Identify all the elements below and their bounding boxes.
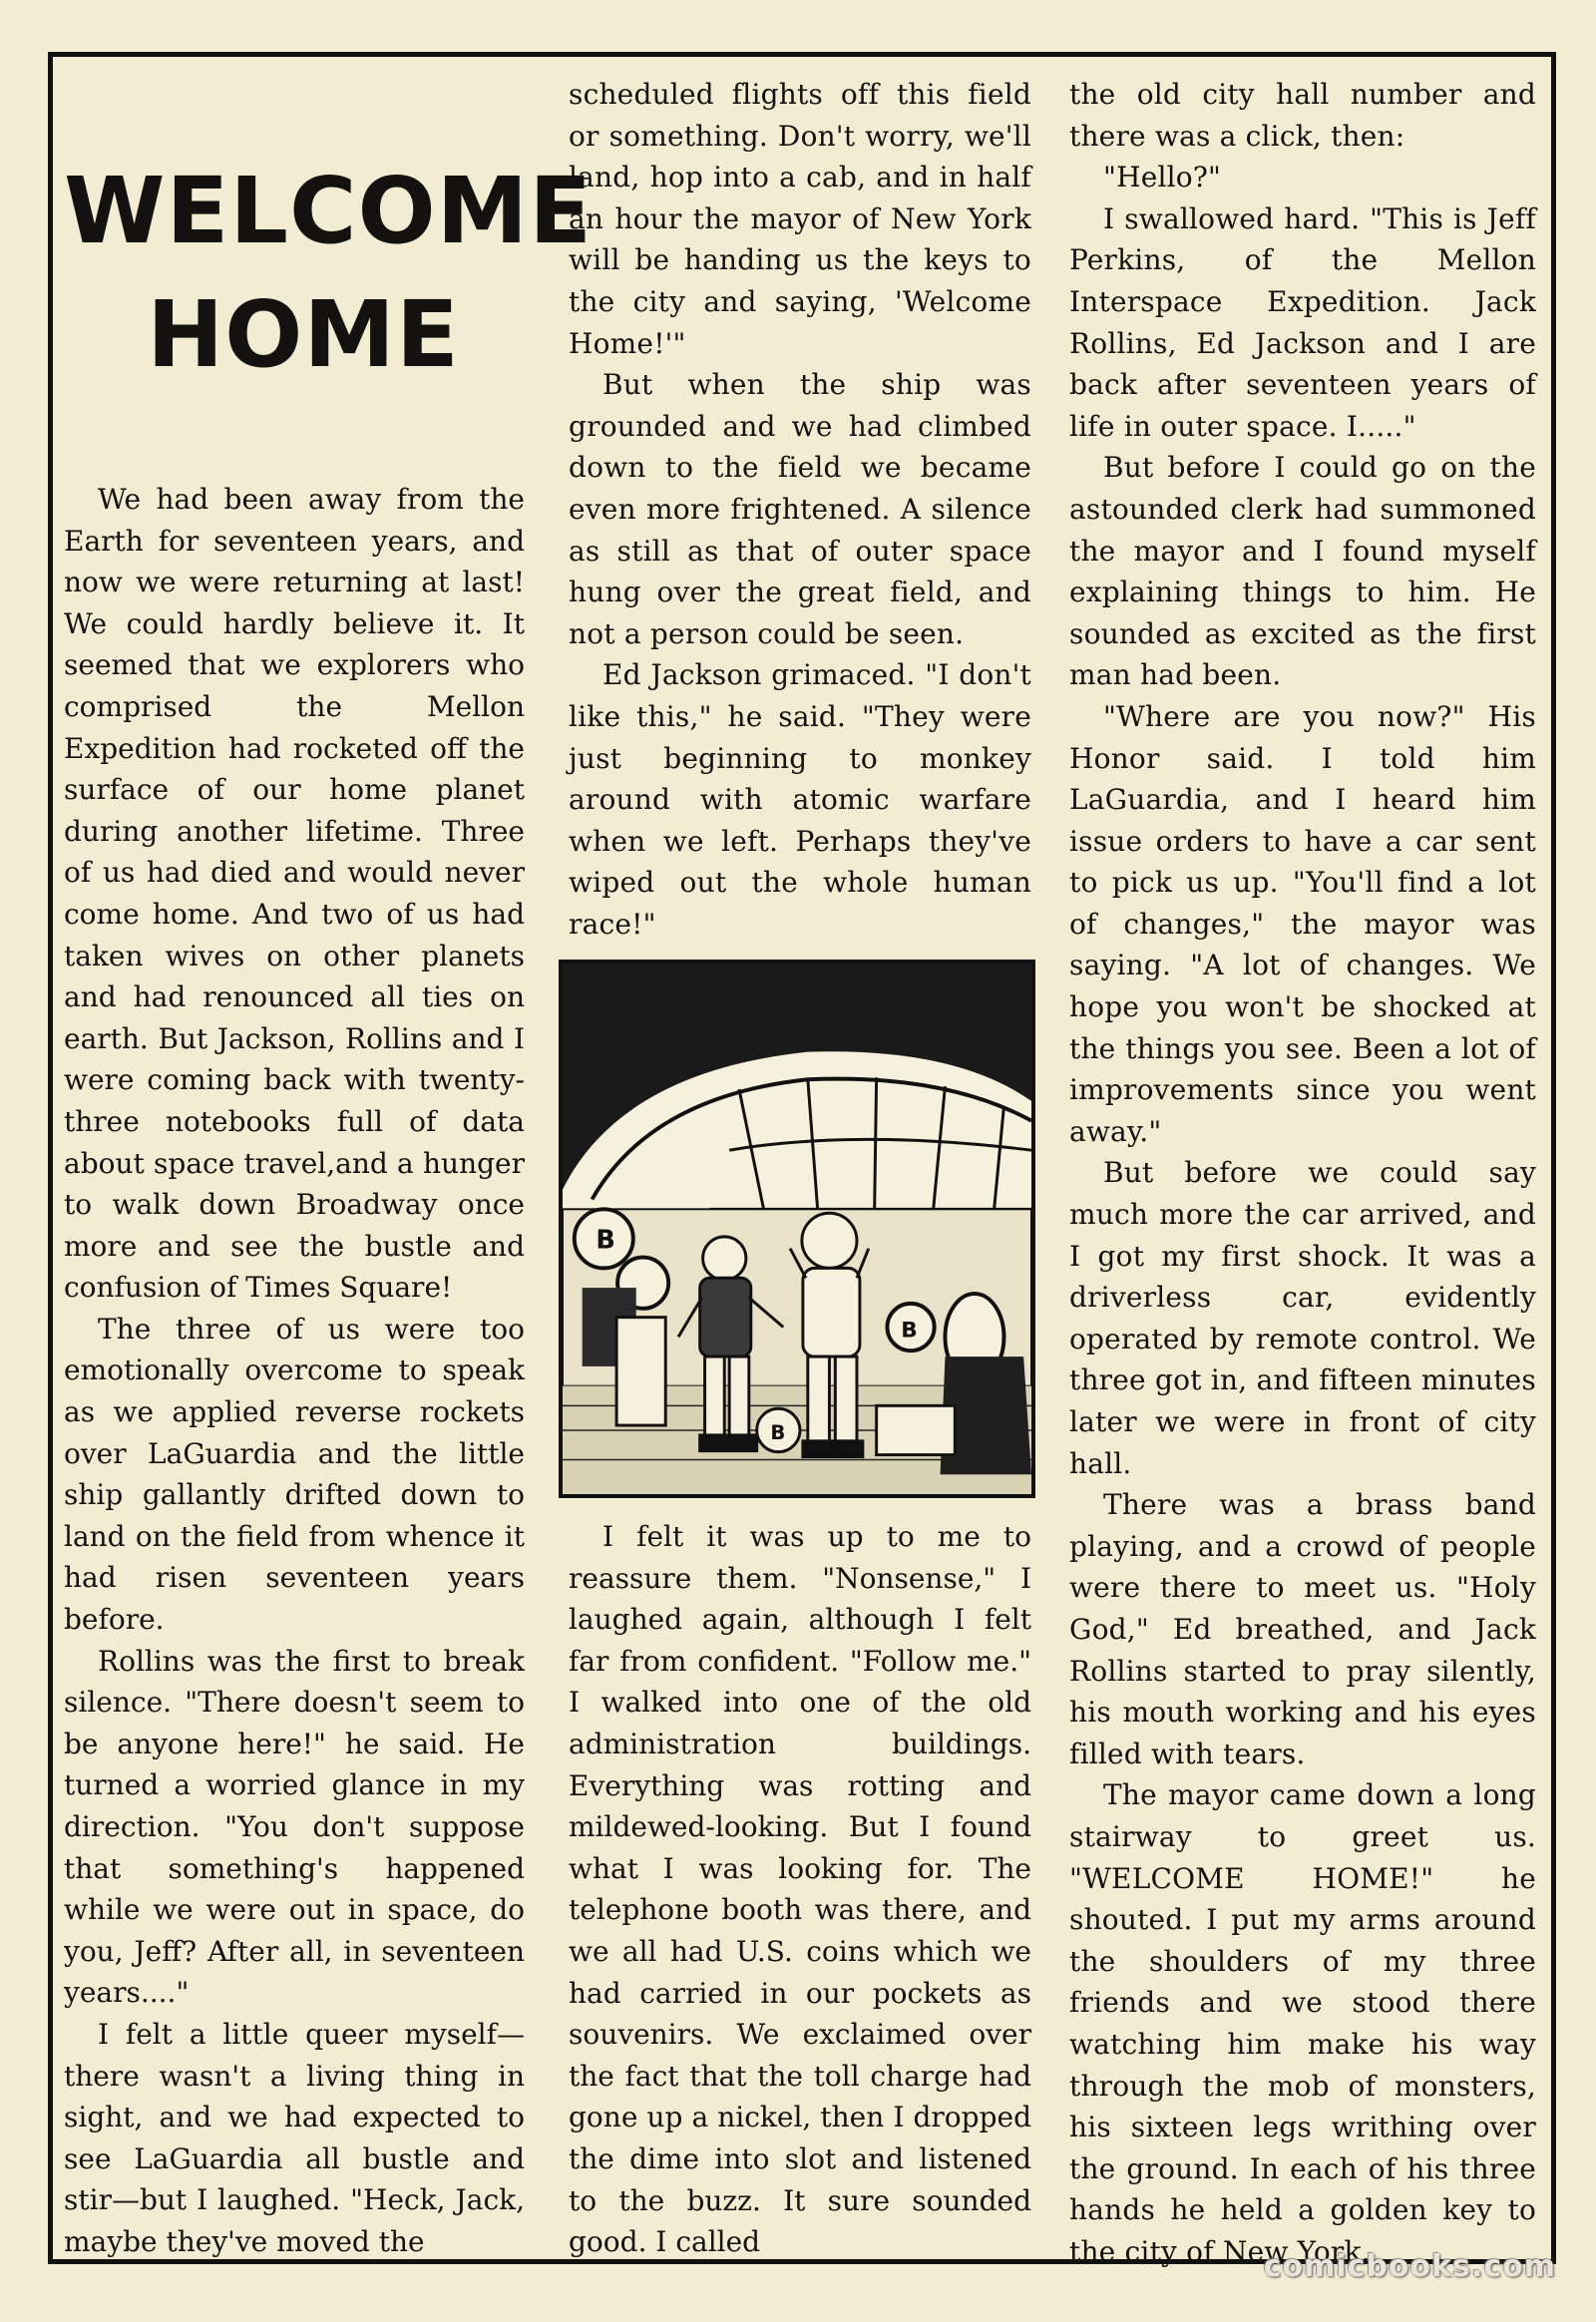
paragraph: I felt it was up to me to reassure them. "Nonsense," I laughed again, although I felt far from confident. "Follow me." I walked into one of the old administration buildings. Everything was rotting and mildewed-looking. But I found what I was looking for. The telephone booth was there, and we all had U.S. coins which we had carried in our pockets as souvenirs. We exclaimed over the fact that the toll charge had gone up a nickel, then I dropped the dime into slot and listened to the buzz. It sure sounded good. I called xyxy=(569,1520,1031,2259)
svg-text:B: B xyxy=(770,1420,786,1444)
paragraph: "Where are you now?" His Honor said. I told him LaGuardia, and I heard him issue orders to have a car sent to pick us up. "You'll find a lot of changes," the mayor was saying. "A lot of changes. We hope you won't be shocked at the things you see. Been a lot of improvements since you went away." xyxy=(1069,699,1536,1148)
paragraph: But before I could go on the astounded clerk had summoned the mayor and I found myself explaining things to him. He sounded as excited as the first man had been. xyxy=(1069,451,1536,692)
site-watermark: comicbooks.com xyxy=(1263,2249,1556,2284)
svg-text:B: B xyxy=(901,1318,918,1344)
column-2-bottom xyxy=(569,1516,1031,2263)
column-2-top xyxy=(569,74,1031,945)
paragraph: "Hello?" xyxy=(1103,161,1222,194)
paragraph: We had been away from the Earth for seventeen years, and now we were returning at last! We could hardly believe it. It seemed that we explorers who comprised the Mellon Expedition had rocketed off the surface of our home planet during another lifetime. Three of us had died and would never come home. And two of us had taken wives on other planets and had renounced all ties on earth. But Jackson, Rollins and I were coming back with twenty-three notebooks full of data about space travel,and a hunger to walk down Broadway once more and see the bustle and confusion of Times Square! xyxy=(64,483,525,1305)
paragraph: the old city hall number and there was a click, then: xyxy=(1069,78,1536,153)
paragraph: I felt a little queer myself—there wasn't a living thing in sight, and we had expected to see LaGuardia all bustle and stir—but I laughed. "Heck, Jack, maybe they've moved the xyxy=(64,2017,525,2258)
column-1 xyxy=(64,479,525,2263)
paragraph: But when the ship was grounded and we had climbed down to the field we became even more frightened. A silence as still as that of outer space hung over the great field, and not a person could be seen. xyxy=(569,368,1031,650)
paragraph: The three of us were too emotionally overcome to speak as we applied reverse rockets over LaGuardia and the little ship gallantly drifted down to land on the field from whence it had risen seventeen years before. xyxy=(64,1312,525,1637)
paragraph: Rollins was the first to break silence. "There doesn't seem to be anyone here!" he said. He turned a worried glance in my direction. "You don't suppose that something's happened while we were out in space, do you, Jeff? After all, in seventeen years...." xyxy=(64,1644,525,2010)
paragraph: There was a brass band playing, and a crowd of people were there to meet us. "Holy God," Ed breathed, and Jack Rollins started to pray silently, his mouth working and his eyes filled with tears. xyxy=(1069,1488,1536,1770)
story-title xyxy=(64,150,594,397)
paragraph: But before we could say much more the car arrived, and I got my first shock. It was a driverless car, evidently operated by remote control. We three got in, and fifteen minutes later we were in front of city hall. xyxy=(1069,1156,1536,1480)
astronauts-illustration xyxy=(563,964,1031,1494)
column-3 xyxy=(1069,74,1536,2272)
svg-text:B: B xyxy=(596,1225,615,1256)
story-illustration xyxy=(559,960,1035,1498)
paragraph: The mayor came down a long stairway to greet us. "WELCOME HOME!" he shouted. I put my arms around the shoulders of my three friends and we stood there watching him make his way through the mob of monsters, his sixteen legs writhing over the ground. In each of his three hands he held a golden key to the city of New York. xyxy=(1069,1778,1536,2268)
paragraph: scheduled flights off this field or something. Don't worry, we'll land, hop into a cab, and in half an hour the mayor of New York will be handing us the keys to the city and saying, 'Welcome Home!'" xyxy=(569,78,1031,360)
title-line-2: HOME xyxy=(147,281,460,388)
title-line-1: WELCOME xyxy=(64,158,594,264)
paragraph: Ed Jackson grimaced. "I don't like this," he said. "They were just beginning to monkey around with atomic warfare when we left. Perhaps they've wiped out the whole human race!" xyxy=(569,658,1031,941)
paragraph: I swallowed hard. "This is Jeff Perkins, of the Mellon Interspace Expedition. Jack Rollins, Ed Jackson and I are back after seventeen years of life in outer space. I....." xyxy=(1069,201,1536,443)
